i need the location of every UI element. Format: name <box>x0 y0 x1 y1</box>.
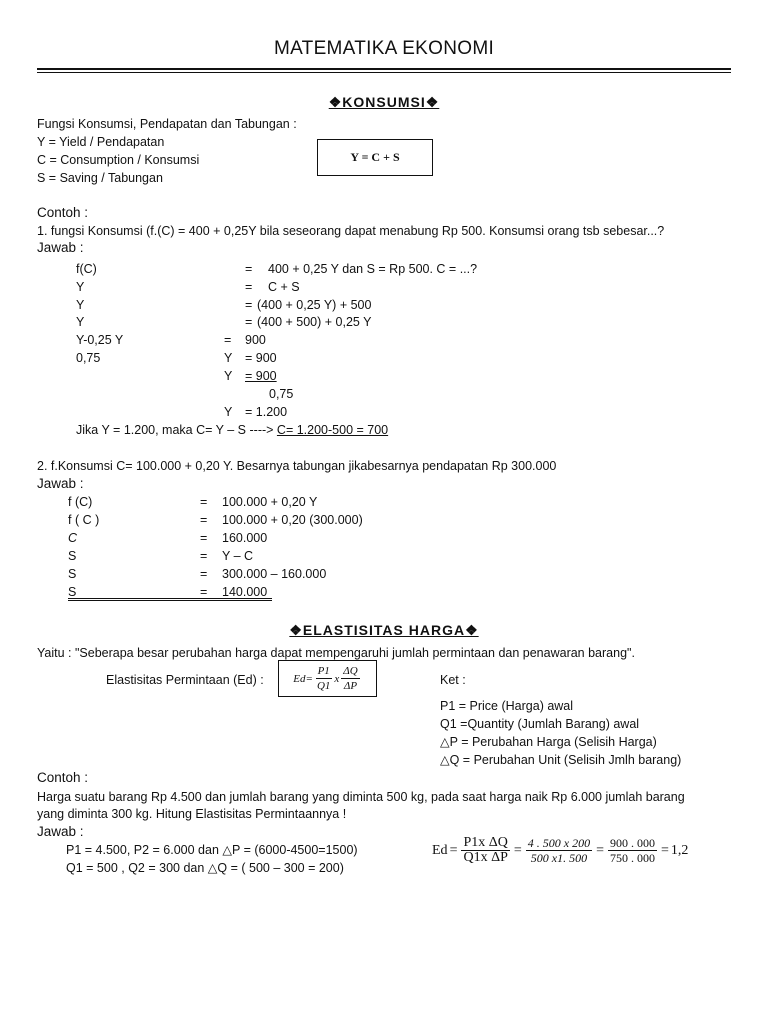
ed-fraction-1-den: Q1 <box>316 680 331 692</box>
step1-5-op: Y <box>224 351 233 365</box>
ed-fraction-2-num: ΔQ <box>343 665 358 677</box>
ed-fraction-2 <box>341 664 359 693</box>
calc-lhs: Ed <box>432 842 448 858</box>
step2-4-op: = <box>200 567 208 581</box>
jawab-label-1: Jawab : <box>37 240 84 255</box>
ed-formula-lhs: Ed= <box>293 672 313 685</box>
konsumsi-intro-1: Fungsi Konsumsi, Pendapatan dan Tabungan : <box>37 117 297 131</box>
step1-1-left: Y <box>76 280 85 294</box>
ed-fraction-1-num: P1 <box>317 665 330 677</box>
title-rule-thin <box>37 72 731 73</box>
step1-8-right: = 1.200 <box>245 405 288 419</box>
contoh-label-2: Contoh : <box>37 770 89 785</box>
calc-fraction-2-den: 500 x1. 500 <box>530 851 588 865</box>
contoh-label-1: Contoh : <box>37 205 89 220</box>
step2-4-left: S <box>68 567 77 581</box>
ed-label: Elastisitas Permintaan (Ed) : <box>106 673 264 687</box>
konsumsi-formula: Y = C + S <box>350 150 400 164</box>
step2-1-left: f ( C ) <box>68 513 100 527</box>
elastisitas-definition: Yaitu : "Seberapa besar perubahan harga dapat mempengaruhi jumlah permintaan dan penawaran barang". <box>37 646 635 660</box>
step1-3-op: = <box>245 315 253 329</box>
step1-2-op: = <box>245 298 253 312</box>
step1-3-left: Y <box>76 315 85 329</box>
step1-0-right: 400 + 0,25 Y dan S = Rp 500. C = ...? <box>268 262 478 276</box>
ed-fraction-2-den: ΔP <box>343 680 358 692</box>
jawab-label-2: Jawab : <box>37 476 84 491</box>
ket-2: Q1 =Quantity (Jumlah Barang) awal <box>440 717 640 731</box>
final-answer-underline <box>68 598 272 601</box>
problem-line-2: yang diminta 300 kg. Hitung Elastisitas Permintaannya ! <box>37 807 347 821</box>
problem-line-1: Harga suatu barang Rp 4.500 dan jumlah barang yang diminta 500 kg, pada saat harga naik Rp 6.000 jumlah barang <box>37 790 685 804</box>
calc-eq-3: = <box>596 842 605 858</box>
calc-fraction-1-den: Q1x ΔP <box>463 850 508 865</box>
konsumsi-heading: ❖KONSUMSI❖ <box>328 94 440 110</box>
calc-result: 1,2 <box>670 842 689 858</box>
ed-times: x <box>334 672 340 685</box>
step1-6-right <box>245 369 277 384</box>
conclusion-1 <box>76 423 388 438</box>
calc-eq-1: = <box>449 842 458 858</box>
ed-calculation <box>432 836 688 865</box>
step2-2-left: C <box>68 531 78 545</box>
calc-fraction-1-num: P1x ΔQ <box>463 835 508 850</box>
step1-0-op: = <box>245 262 253 276</box>
step2-0-right: 100.000 + 0,20 Y <box>222 495 318 509</box>
calc-fraction-3 <box>608 836 657 865</box>
konsumsi-intro-4: S = Saving / Tabungan <box>37 171 163 185</box>
elastisitas-heading: ❖ELASTISITAS HARGA❖ <box>289 622 479 638</box>
step2-3-left: S <box>68 549 77 563</box>
step2-5-right: 140.000 <box>222 585 268 599</box>
ket-4: △Q = Perubahan Unit (Selisih Jmlh barang) <box>440 753 682 767</box>
step2-5-left: S <box>68 585 77 599</box>
step2-4-right: 300.000 – 160.000 <box>222 567 327 581</box>
given-1: P1 = 4.500, P2 = 6.000 dan △P = (6000-4500=1500) <box>66 843 358 857</box>
ket-label: Ket : <box>440 673 466 687</box>
step1-4-op: = <box>224 333 232 347</box>
step2-1-right: 100.000 + 0,20 (300.000) <box>222 513 363 527</box>
calc-fraction-2-num: 4 . 500 x 200 <box>527 836 591 850</box>
step1-4-right: 900 <box>245 333 266 347</box>
step1-2-right: (400 + 0,25 Y) + 500 <box>257 298 372 312</box>
step1-3-right: (400 + 500) + 0,25 Y <box>257 315 372 329</box>
step1-8-op: Y <box>224 405 233 419</box>
step2-0-op: = <box>200 495 208 509</box>
step2-2-op: = <box>200 531 208 545</box>
question-1: 1. fungsi Konsumsi (f.(C) = 400 + 0,25Y bila seseorang dapat menabung Rp 500. Konsumsi orang tsb sebesar...? <box>37 224 665 238</box>
calc-fraction-3-num: 900 . 000 <box>610 836 656 850</box>
step2-5-op: = <box>200 585 208 599</box>
calc-fraction-3-den: 750 . 000 <box>610 851 656 865</box>
step2-3-right: Y – C <box>222 549 254 563</box>
step1-1-right: C + S <box>268 280 300 294</box>
step1-4-left: Y-0,25 Y <box>76 333 124 347</box>
step2-2-right: 160.000 <box>222 531 268 545</box>
calc-fraction-1 <box>461 836 509 865</box>
step1-0-left: f(C) <box>76 262 97 276</box>
title-rule-thick <box>37 68 731 70</box>
konsumsi-formula-box <box>317 139 433 176</box>
page-title: MATEMATIKA EKONOMI <box>273 38 495 59</box>
konsumsi-intro-3: C = Consumption / Konsumsi <box>37 153 200 167</box>
step2-3-op: = <box>200 549 208 563</box>
conclusion-1-result: C= 1.200-500 = 700 <box>276 423 389 437</box>
konsumsi-intro-2: Y = Yield / Pendapatan <box>37 135 165 149</box>
ket-3: △P = Perubahan Harga (Selisih Harga) <box>440 735 657 749</box>
given-2: Q1 = 500 , Q2 = 300 dan △Q = ( 500 – 300 = 200) <box>66 861 344 875</box>
ed-formula-box <box>278 660 377 697</box>
step2-1-op: = <box>200 513 208 527</box>
jawab-label-3: Jawab : <box>37 824 84 839</box>
calc-eq-2: = <box>513 842 522 858</box>
calc-eq-4: = <box>661 842 669 858</box>
step2-0-left: f (C) <box>68 495 93 509</box>
step1-2-left: Y <box>76 298 85 312</box>
step1-1-op: = <box>245 280 253 294</box>
step1-5-right: = 900 <box>245 351 277 365</box>
calc-fraction-2 <box>526 836 592 865</box>
ed-fraction-1 <box>315 664 332 693</box>
step1-7-right: 0,75 <box>269 387 294 401</box>
ket-1: P1 = Price (Harga) awal <box>440 699 574 713</box>
step1-6-right-text: = 900 <box>245 369 277 383</box>
step1-6-op: Y <box>224 369 233 383</box>
step1-5-left: 0,75 <box>76 351 101 365</box>
question-2: 2. f.Konsumsi C= 100.000 + 0,20 Y. Besarnya tabungan jikabesarnya pendapatan Rp 300.000 <box>37 459 557 473</box>
conclusion-1-text: Jika Y = 1.200, maka C= Y – S ----> <box>76 423 277 437</box>
